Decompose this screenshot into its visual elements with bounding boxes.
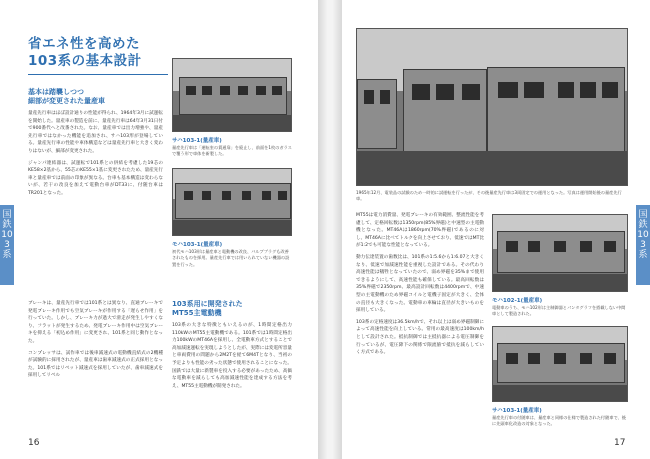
title-line-2: 103系の基本設計 <box>28 53 142 69</box>
article-title <box>28 36 168 70</box>
photo-moha102-1 <box>492 214 628 292</box>
photo-depot-trains <box>356 28 628 186</box>
section1-paragraph3: ブレーキは、量産先行車では101系とは異なり、直通ブレーキで発電ブレーキ作用でも空気ブレーキが作用する「遅らせ作用」を行っていた。しかし、ブレーキ力が過大で滑走が発生しやすくなり、フラットが発生するため、発電ブレーキ作用中は空気ブレーキを抑える「初込め作用」に変更され、101系と同じ動作となった。 <box>28 301 163 344</box>
chapter-tab-label-right: 国鉄103系 <box>637 210 649 260</box>
right-page <box>342 0 650 459</box>
section1-body-cont <box>28 300 163 380</box>
right-body <box>356 212 484 357</box>
title-line-1: 省エネ性を高めた <box>28 36 140 52</box>
photo2-label: モハ103-1(量産車) <box>172 242 223 248</box>
right-paragraph2: 動力伝達装置の歯数比は、101系の1:5.6から1:6.07と大きくなり、低速で加減速性能を重視した設計である。その代わり高速性能は犠牲となっていたので、弱め界磁を35%まで使用できるようにして、高速性能も確保している。最高回転数は35%界磁で2350rpm、最高設計回転数は4400rpmで、中速型の主電動機のため界磁コイルと電機子固定が大きく、全体の直径も大きくなった。電動車の車輪は直径が大きいものを採用している。 <box>356 254 484 314</box>
section2-heading-line2: MT55主電動機 <box>172 309 222 317</box>
section1-paragraph1: 量産先行車はほぼ設計通りの性能が得られ、1964年3月に試運転を開始した。量産車の製造を前に、量産先行車は64年3月31日付で900番代へと改番された。なお、量産車では出力増強や、量産先行車ではなかった機能を追加され、サハ103形が登場している。量産先行車の性能や車体構造などは量産先行車と大きく変わりはないが、細部が変更された。 <box>28 111 163 154</box>
right-paragraph3: 103系の定格速度は36.5km/hで、それ以上は弱め界磁制御によって高速性能を向上している。常用の最高速度は100km/hとして設計された。抵抗制御では主抵抗器による電圧制御を行っているが、電圧降下の関係で限流値で抵抗を減らしていく方式である。 <box>356 319 484 356</box>
photo-saha103-1 <box>172 58 292 132</box>
section2-heading <box>172 300 292 318</box>
photo-mid-label: モハ102-1(量産車) <box>492 298 543 304</box>
right-paragraph1: MT55は電力消費量、発電ブレーキの有効範囲、整流性能を考慮して、定格回転数は1350rpm(85%界磁)と中速型の主電動機となった。MT46Aは1860rpm(70%界磁)であるのに対し、MT46Aに比べてトルクを向上させており、低速ではMT比が1:2でも可能な性能となっている。 <box>356 213 485 249</box>
book-spine <box>318 0 342 459</box>
page-number-left: 16 <box>28 438 40 448</box>
photo2-caption: 初代モハ103形は量産車と電動機の改良、バルブプラグも改善されたものを採用。量産先行車では用いられていない機器の設置を行った。 <box>172 249 290 267</box>
chapter-tab-label-left: 国鉄103系 <box>1 210 13 260</box>
photo1-label: サハ103-1(量産車) <box>172 138 222 144</box>
photo1-caption: 量産先行車は「運転室の貫通扉」を廃止し、前面を1枚のガラスで覆う形で車体を新製した。 <box>172 145 292 157</box>
left-page <box>0 0 318 459</box>
section1-body <box>28 110 163 198</box>
section1-paragraph4: コンプレッサは、試作車では後車減速式の電動機直結式の2機種が試験的に採用されたが、量産車は歯車減速式の正式採用となった。101系ではリベット減速式を採用していたが、歯車減速式を採用してリベル <box>28 350 163 379</box>
page-number-right: 17 <box>614 438 626 448</box>
section2-heading-line1: 103系用に開発された <box>172 300 243 308</box>
photo-bot-caption: 量産先行車の付随車は、量産車と同様の仕様で製造された付随車で、後に先頭車化改造の対象となった。 <box>492 415 626 427</box>
photo-top-caption: 1965年12月、電装品の試験のため一時的に試運転を行ったが、その後量産先行車は3両固定での運用となった。写真は運用開始後の量産先行車。 <box>356 190 622 202</box>
photo-moha103-1 <box>172 168 292 236</box>
section2-body: 103系の大きな特徴ともいえるのが、1時間定格出力110kWのMT55主電動機である。101系では1時間定格出力100kWのMT46Aを採用し、全電動車方式とすることで高加減速運転を実現しようとしたが、実際には変電所容量と車両費用の問題から2M2Tを経て6M4Tとなり、当初の予定よりも性能の劣った状態で使用されることになった。国鉄では大量に新製車を投入する必要があったため、高価な電動車を減らしても高加減速性能を達成する方法を考え、MT55主電動機が開発された。 <box>172 323 292 389</box>
section1-heading <box>28 88 163 106</box>
photo-mid-caption: 電動車のうち、モハ102形は主制御器とパンタグラフを搭載しない中間車として製造された。 <box>492 305 626 317</box>
section1-heading-line1: 基本は踏襲しつつ <box>28 88 84 96</box>
photo-saha103-1-right <box>492 326 628 402</box>
title-rule <box>28 74 168 75</box>
photo-bot-label: サハ103-1(量産車) <box>492 408 542 414</box>
section1-heading-line2: 細部が変更された量産車 <box>28 97 105 105</box>
section1-paragraph2: ジャンパ連結器は、試運転で101系との併結を考慮した19芯のKE58×2基から、55芯のKE55×1基に変更されたため、量産先行車と量産車では前面の印象が異なる。台車も基本構造は変わらないが、若干の改良を加えて電動台車がDT33に、付随台車はTR201となった。 <box>28 160 163 196</box>
